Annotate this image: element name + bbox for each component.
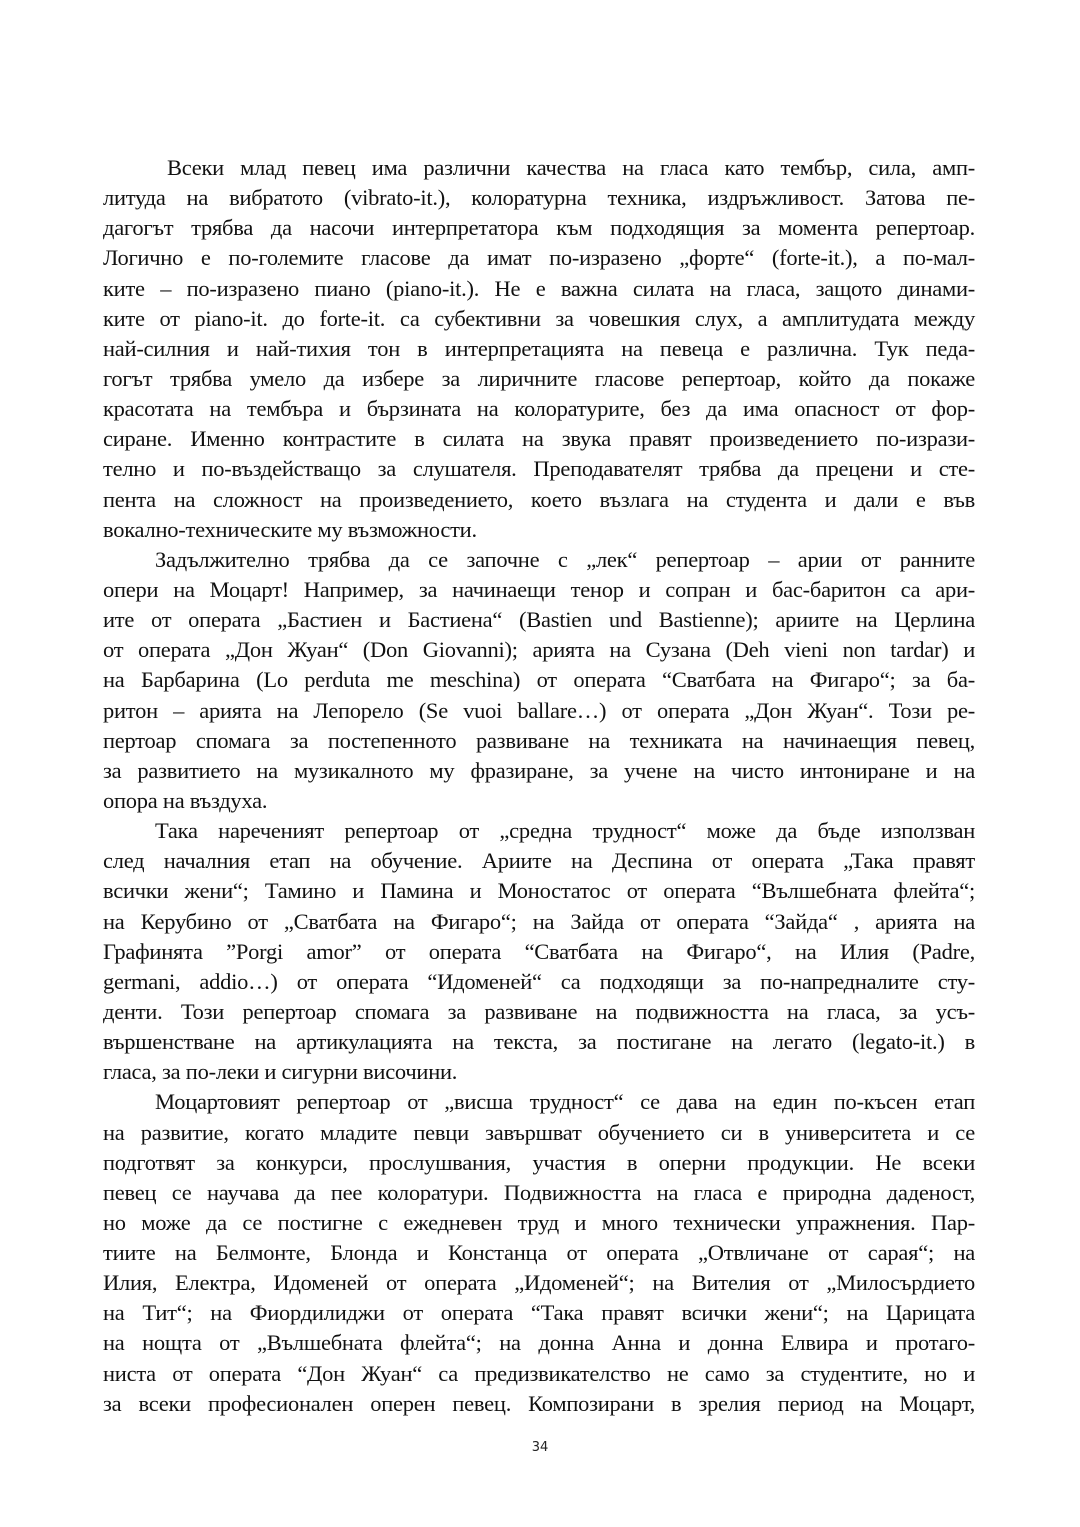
text-line: сиране. Именно контрастите в силата на звука правят произведението по-изрази-	[103, 426, 975, 452]
text-line: ите от операта „Бастиен и Бастиена“ (Bastien und Bastienne); ариите на Церлина	[103, 607, 975, 633]
text-line: подготвят за конкурси, прослушвания, участия в оперни продукции. Не всеки	[103, 1149, 975, 1175]
text-line: красотата на тембъра и бързината на колоратурите, без да има опасност от фор-	[103, 396, 975, 422]
text-line: на Барбарина (Lo perduta me meschina) от операта “Сватбата на Фигаро“; за ба-	[103, 667, 975, 693]
text-line: на нощта от „Вълшебната флейта“; на донна Анна и донна Елвира и протаго-	[103, 1330, 975, 1356]
text-line: опора на въздуха.	[103, 787, 268, 813]
text-line: но може да се постигне с ежедневен труд и много технически упражнения. Пар-	[103, 1209, 975, 1235]
paragraph	[103, 1087, 975, 1419]
text-line: денти. Този репертоар спомага за развиване на подвижността на гласа, за усъ-	[103, 998, 975, 1024]
text-line: вокално-техническите му възможности.	[103, 516, 477, 542]
text-line: най-силния и най-тихия тон в интерпретацията на певеца е различна. Тук педа-	[103, 335, 975, 361]
text-line: Всеки млад певец има различни качества на гласа като тембър, сила, амп-	[167, 155, 975, 180]
text-line: гласа, за по-леки и сигурни височини.	[103, 1059, 458, 1085]
text-line: гогът трябва умело да избере за лиричните гласове репертоар, който да покаже	[103, 365, 975, 391]
text-line: ките от piano-it. до forte-it. са субективни за човешкия слух, а амплитудата между	[103, 305, 975, 331]
text-line: Графинята ”Porgi amor” от операта “Сватбата на Фигаро“, на Илия (Padre,	[103, 938, 975, 964]
body-text	[103, 153, 975, 1419]
text-line: ниста от операта “Дон Жуан“ са предизвикателство не само за студентите, но и	[103, 1360, 975, 1386]
text-line: на Керубино от „Сватбата на Фигаро“; на Зайда от операта “Зайда“ , арията на	[103, 908, 975, 934]
text-line: за всеки професионален оперен певец. Композирани в зрелия период на Моцарт,	[103, 1390, 975, 1416]
text-line: пента на сложност на произведението, което възлага на студента и дали е във	[103, 486, 975, 512]
text-line: Логично е по-големите гласове да имат по-изразено „форте“ (forte-it.), а по-мал-	[103, 245, 975, 271]
text-line: за развитието на музикалното му фразиране, за учене на чисто интониране и на	[103, 757, 975, 783]
text-line: тиите на Белмонте, Блонда и Констанца от операта „Отвличане от сарая“; на	[103, 1240, 975, 1266]
text-line: Така нареченият репертоар от „средна трудност“ може да бъде използван	[155, 818, 975, 844]
page-number: 34	[531, 1440, 549, 1455]
text-line: вършенстване на артикулацията на текста, за постигане на легато (legato-it.) в	[103, 1029, 975, 1055]
paragraph	[103, 545, 975, 816]
text-line: след началния етап на обучение. Ариите на Деспина от операта „Така правят	[103, 848, 975, 874]
text-line: ките – по-изразено пиано (piano-it.). Не е важна силата на гласа, защото динами-	[103, 275, 975, 301]
text-line: литуда на вибратото (vibrato-it.), колоратурна техника, издръжливост. Затова пе-	[103, 185, 975, 211]
text-line: от операта „Дон Жуан“ (Don Giovanni); арията на Сузана (Deh vieni non tardar) и	[103, 637, 975, 663]
text-line: germani, addio…) от операта “Идоменей“ са подходящи за по-напредналите сту-	[103, 968, 975, 994]
text-line: ритон – арията на Лепорело (Se vuoi ballare…) от операта „Дон Жуан“. Този ре-	[103, 697, 975, 723]
paragraph	[103, 153, 975, 545]
text-line: телно и по-въздействащо за слушателя. Преподавателят трябва да прецени и сте-	[103, 456, 975, 482]
text-line: пертоар спомага за постепенното развиване на техниката на начинаещия певец,	[103, 727, 975, 753]
paragraph	[103, 816, 975, 1087]
text-line: Задължително трябва да се започне с „лек“ репертоар – арии от ранните	[155, 546, 975, 572]
text-line: на развитие, когато младите певци завършват обучението си в университета и се	[103, 1119, 975, 1145]
text-line: на Тит“; на Фиордилиджи от операта “Така правят всички жени“; на Царицата	[103, 1300, 975, 1326]
text-line: опери на Моцарт! Например, за начинаещи тенор и сопран и бас-баритон са ари-	[103, 576, 975, 602]
text-line: Илия, Електра, Идоменей от операта „Идоменей“; на Вителия от „Милосърдието	[103, 1270, 975, 1296]
text-line: дагогът трябва да насочи интерпретатора към подходящия за момента репертоар.	[103, 215, 975, 241]
text-line: всички жени“; Тамино и Памина и Моностатос от операта “Вълшебната флейта“;	[103, 878, 975, 904]
text-line: Моцартовият репертоар от „висша трудност“ се дава на един по-късен етап	[155, 1089, 975, 1115]
text-line: певец се научава да пее колоратури. Подвижността на гласа е природна даденост,	[103, 1179, 975, 1205]
